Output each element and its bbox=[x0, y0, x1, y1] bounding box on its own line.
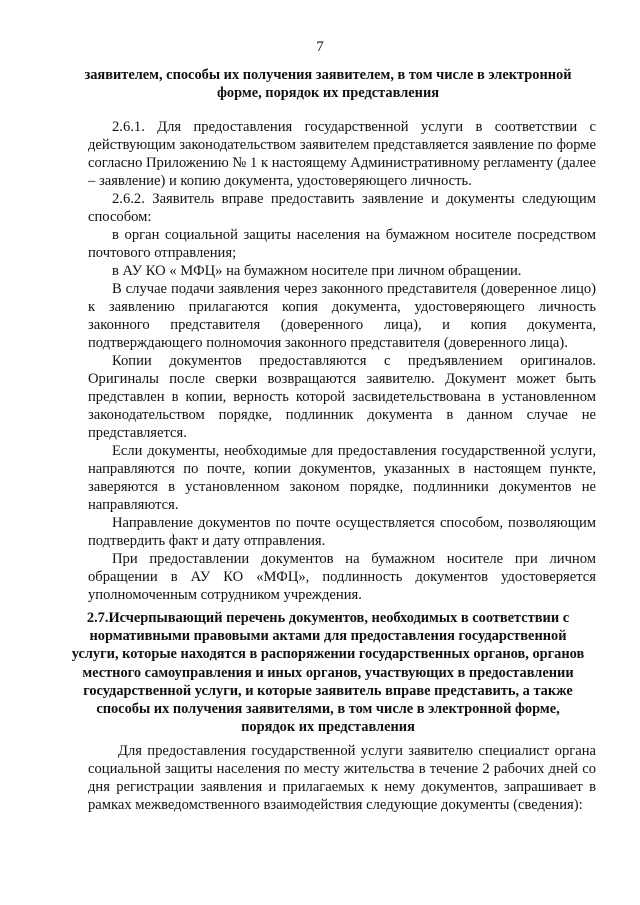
paragraph-postal-method: Направление документов по почте осуществляется способом, позволяющим подтвердить факт и дату отправления. bbox=[88, 515, 596, 549]
paragraph-copies: Копии документов предоставляются с предъявлением оригиналов. Оригиналы после сверки возвращаются заявителю. Документ может быть представлен в копии, верность которой засвидетельствована в установленном законодательством порядке, подлинник документа в данном случае не представляется. bbox=[88, 353, 596, 441]
paragraph-representative: В случае подачи заявления через законного представителя (доверенное лицо) к заявлению прилагаются копия документа, удостоверяющего личность законного представителя (доверенного лица), и копия документа, подтверждающего полномочия законного представителя (доверенного лица). bbox=[88, 281, 596, 351]
section-2-6-body bbox=[88, 118, 596, 604]
paragraph-interagency-request: Для предоставления государственной услуги заявителю специалист органа социальной защиты населения по месту жительства в течение 2 рабочих дней со дня регистрации заявления и прилагаемых к нему документов, запрашивает в рамках межведомственного взаимодействия следующие документы (сведения): bbox=[88, 743, 596, 813]
paragraph-method-mfc: в АУ КО « МФЦ» на бумажном носителе при личном обращении. bbox=[112, 263, 522, 279]
paragraph-postal-copies: Если документы, необходимые для предоставления государственной услуги, направляются по почте, копии документов, указанных в настоящем пункте, заверяются в установленном законом порядке, подлинники документов не направляются. bbox=[88, 443, 596, 513]
paragraph-personal-submission: При предоставлении документов на бумажном носителе при личном обращении в АУ КО «МФЦ», подлинность документов удостоверяется уполномоченным сотрудником учреждения. bbox=[88, 551, 596, 603]
section-heading-2-6-continuation: заявителем, способы их получения заявителем, в том числе в электронной форме, порядок их представления bbox=[84, 67, 572, 101]
paragraph-2-6-1: 2.6.1. Для предоставления государственной услуги в соответствии с действующим законодательством заявителем представляется заявление по форме согласно Приложению № 1 к настоящему Административному регламенту (далее – заявление) и копию документа, удостоверяющего личность. bbox=[88, 119, 596, 189]
page-number: 7 bbox=[316, 39, 324, 55]
paragraph-2-6-2: 2.6.2. Заявитель вправе предоставить заявление и документы следующим способом: bbox=[88, 191, 596, 225]
section-heading-2-7: 2.7.Исчерпывающий перечень документов, необходимых в соответствии с нормативными правовыми актами для предоставления государственной услуги, которые находятся в распоряжении государственных органов, органов местного самоуправления и иных органов, участвующих в предоставлении государственной услуги, и которые заявитель вправе представить, а также способы их получения заявителями, в том числе в электронной форме, порядок их представления bbox=[71, 610, 585, 736]
paragraph-method-mail: в орган социальной защиты населения на бумажном носителе посредством почтового отправления; bbox=[88, 227, 596, 261]
section-2-7-body bbox=[88, 742, 596, 814]
